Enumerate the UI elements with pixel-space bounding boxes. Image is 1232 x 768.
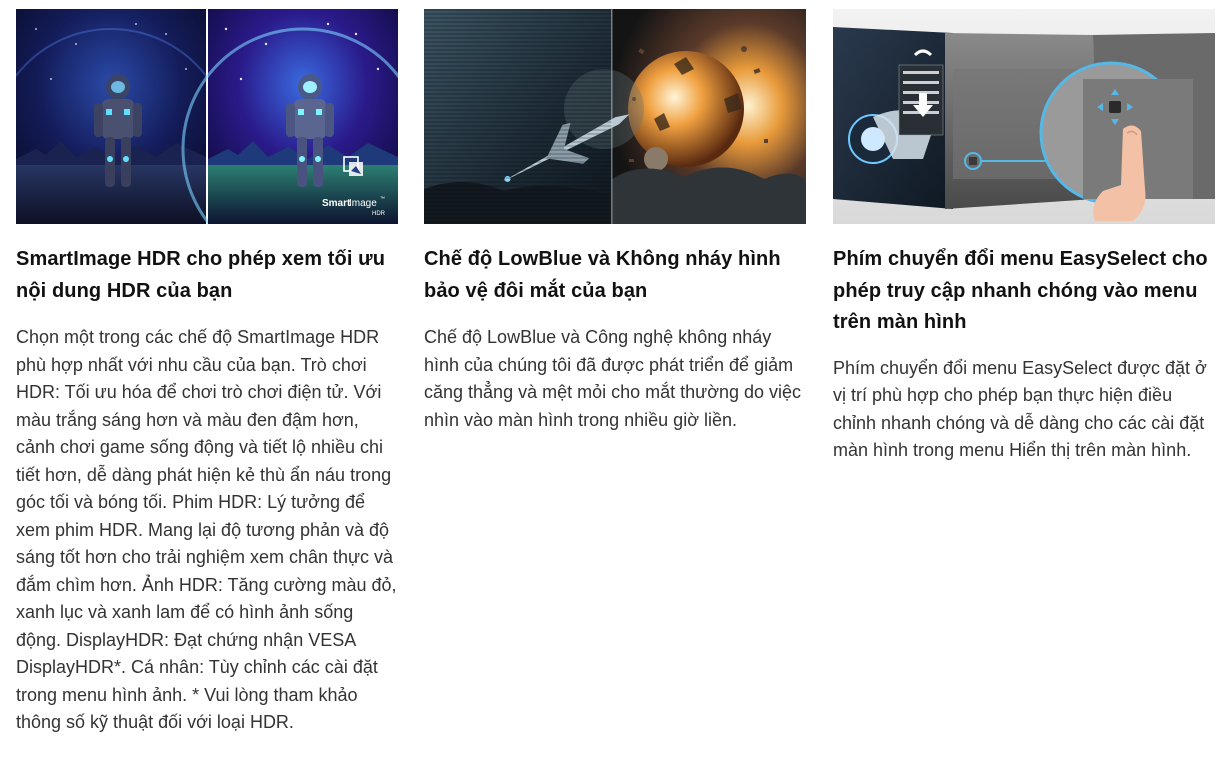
- feature-description: Phím chuyển đổi menu EasySelect được đặt ở vị trí phù hợp cho phép bạn thực hiện điều chỉnh nhanh chóng và dễ dàng cho các cài đặt màn hình trong menu Hiển thị trên màn hình.: [833, 357, 1207, 460]
- feature-description: Chế độ LowBlue và Công nghệ không nháy hình của chúng tôi đã được phát triển để giảm căng thẳng và mệt mỏi cho mắt thường do việc nhìn vào màn hình trong nhiều giờ liền.: [424, 327, 802, 430]
- feature-description: Chọn một trong các chế độ SmartImage HDR phù hợp nhất với nhu cầu của bạn. Trò chơi HDR: Tối ưu hóa để chơi trò chơi điện tử. Với màu trắng sáng hơn và màu đen đậm hơn, cảnh chơi game sống động và tiết lộ nhiều chi tiết hơn, dễ dàng phát hiện kẻ thù ẩn náu trong góc tối và bóng tối. Phim HDR: Lý tưởng để xem phim HDR. Mang lại độ tương phản và độ sáng tốt hơn cho trải nghiệm xem chân thực và đắm chìm hơn. Ảnh HDR: Tăng cường màu đỏ, xanh lục và xanh lam để có hình ảnh sống động. DisplayHDR: Đạt chứng nhận VESA DisplayHDR*. Cá nhân: Tùy chỉnh các cài đặt trong menu hình ảnh. * Vui lòng tham khảo thông số kỹ thuật đối với loại HDR.: [16, 327, 397, 732]
- svg-text:Image: Image: [349, 198, 377, 209]
- feature-lowblue-flicker-free: [424, 9, 806, 434]
- feature-smartimage-hdr: [16, 9, 398, 737]
- svg-text:™: ™: [380, 196, 385, 202]
- smartimage-hdr-image: [16, 9, 398, 224]
- feature-easyselect: [833, 9, 1215, 465]
- lowblue-flicker-free-image: [424, 9, 806, 224]
- feature-title: Phím chuyển đổi menu EasySelect cho phép truy cập nhanh chóng vào menu trên màn hình: [833, 248, 1208, 333]
- feature-title: Chế độ LowBlue và Không nháy hình bảo vệ đôi mắt của bạn: [424, 248, 781, 302]
- easyselect-image: [833, 9, 1215, 224]
- svg-text:HDR: HDR: [372, 211, 385, 217]
- feature-title: SmartImage HDR cho phép xem tối ưu nội dung HDR của bạn: [16, 248, 386, 302]
- svg-text:Smart: Smart: [322, 198, 351, 209]
